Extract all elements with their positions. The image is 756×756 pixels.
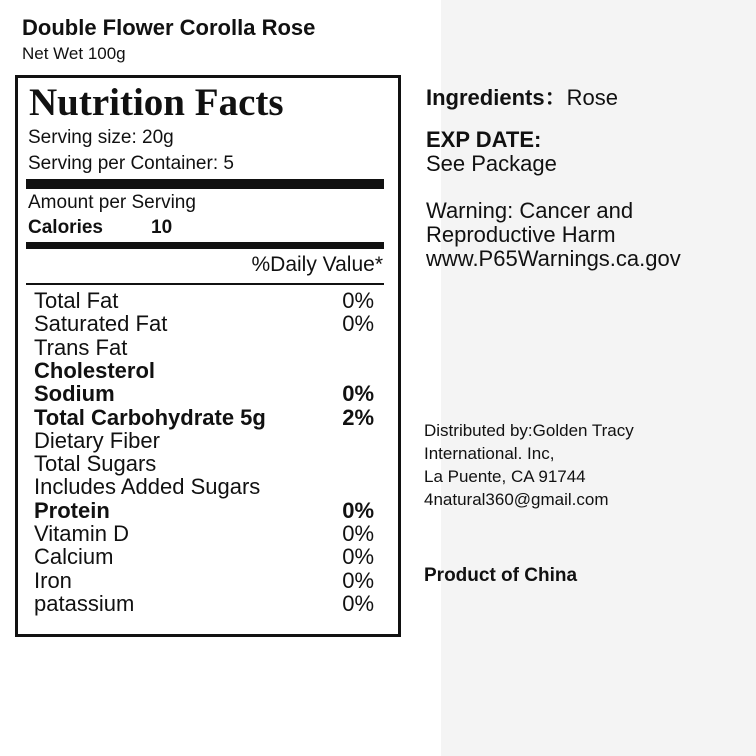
country-of-origin: Product of China	[424, 565, 578, 586]
warning-website: www.P65Warnings.ca.gov	[426, 246, 681, 271]
nutrient-row	[34, 406, 384, 430]
calories-label: Calories	[28, 217, 103, 238]
nutrient-name: Sodium	[34, 381, 115, 407]
net-weight: Net Wet 100g	[22, 44, 126, 63]
nutrient-daily-value: 0%	[342, 381, 374, 407]
nutrient-name: Vitamin D	[34, 521, 129, 546]
nutrient-name: Calcium	[34, 544, 114, 570]
warning-line: Reproductive Harm	[426, 222, 616, 247]
distributor-line: Distributed by:Golden Tracy	[424, 421, 634, 440]
nutrient-row	[34, 289, 384, 313]
nutrient-name: Dietary Fiber	[34, 427, 160, 453]
nutrient-name: Total Carbohydrate 5g	[34, 404, 266, 430]
nutrition-facts-label	[15, 75, 401, 637]
nutrient-daily-value: 0%	[342, 567, 374, 593]
daily-value-header: %Daily Value*	[251, 253, 383, 276]
nutrient-daily-value: 0%	[342, 590, 374, 616]
nutrient-row	[34, 382, 384, 406]
warning-line: Warning: Cancer and	[426, 198, 634, 223]
nutrition-facts-heading: Nutrition Facts	[29, 81, 284, 124]
nutrient-name: Saturated Fat	[34, 311, 168, 337]
nutrient-row	[34, 312, 384, 336]
nutrient-row	[34, 499, 384, 523]
nutrient-row	[34, 336, 384, 360]
nutrient-row	[34, 452, 384, 476]
distributor-line: International. Inc,	[424, 444, 555, 463]
nutrient-row	[34, 522, 384, 546]
nutrient-name: Protein	[34, 497, 110, 523]
nutrient-row	[34, 475, 384, 499]
amount-per-serving: Amount per Serving	[28, 192, 196, 213]
nutrient-row	[34, 359, 384, 383]
nutrient-daily-value: 2%	[342, 404, 374, 430]
nutrient-daily-value: 0%	[342, 288, 374, 313]
right-panel-background	[441, 0, 756, 756]
divider-thin	[26, 283, 384, 285]
distributor-address: La Puente, CA 91744	[424, 467, 586, 486]
product-title: Double Flower Corolla Rose	[22, 15, 316, 40]
exp-date-value: See Package	[426, 151, 557, 176]
nutrient-name: Iron	[34, 567, 72, 593]
ingredients-label: Ingredients：	[426, 85, 567, 110]
ingredients-value: Rose	[566, 85, 618, 110]
nutrient-row	[34, 545, 384, 569]
nutrient-daily-value: 0%	[342, 544, 374, 570]
exp-date-label: EXP DATE:	[426, 127, 542, 152]
nutrient-name: Includes Added Sugars	[34, 474, 261, 500]
ingredients	[426, 81, 618, 112]
nutrient-row	[34, 592, 384, 616]
nutrient-daily-value: 0%	[342, 311, 374, 337]
nutrient-name: Total Fat	[34, 288, 119, 313]
nutrient-name: Trans Fat	[34, 334, 128, 360]
servings-per-container: Serving per Container: 5	[28, 153, 234, 174]
nutrient-daily-value: 0%	[342, 497, 374, 523]
nutrient-daily-value: 0%	[342, 521, 374, 546]
nutrient-name: Cholesterol	[34, 357, 156, 383]
divider-medium	[26, 242, 384, 249]
nutrient-name: patassium	[34, 590, 135, 616]
calories-value: 10	[151, 217, 173, 238]
nutrient-name: Total Sugars	[34, 451, 157, 477]
nutrient-row	[34, 569, 384, 593]
divider-thick	[26, 179, 384, 189]
serving-size: Serving size: 20g	[28, 127, 174, 148]
nutrient-row	[34, 429, 384, 453]
distributor-email: 4natural360@gmail.com	[424, 490, 609, 509]
